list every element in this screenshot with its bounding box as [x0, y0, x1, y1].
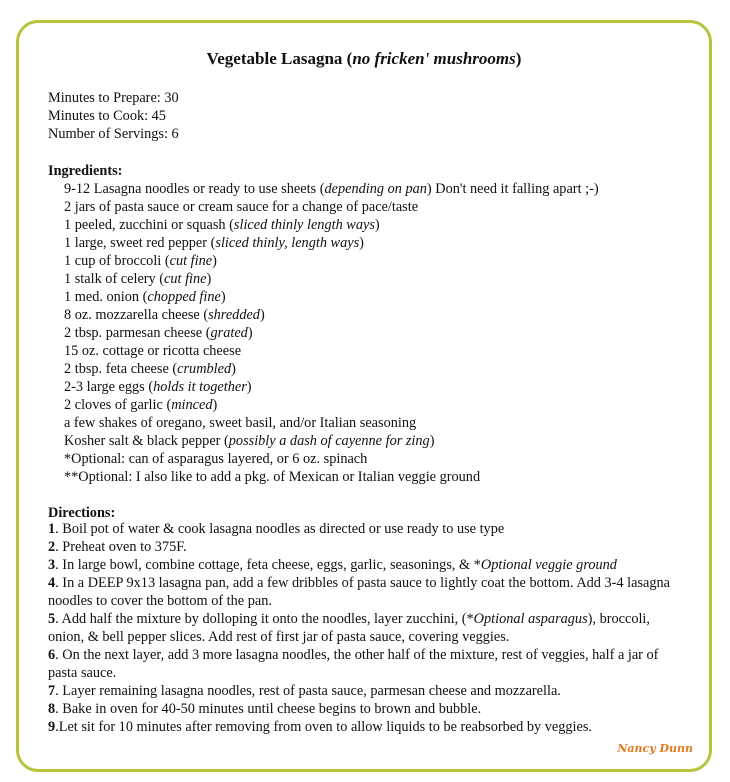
ingredient-note: shredded: [208, 307, 260, 323]
step-text: .Let sit for 10 minutes after removing from oven to allow liquids to be reabsorbed by veggies.: [55, 719, 592, 735]
step-number: 7: [48, 683, 56, 699]
recipe-meta: [48, 89, 179, 143]
ingredient-note: minced: [171, 397, 213, 413]
signature: Nancy Dunn: [617, 742, 693, 755]
ingredient-item: 2 tbsp. parmesan cheese (grated): [64, 325, 253, 341]
ingredients-heading: Ingredients:: [48, 163, 123, 179]
ingredient-text: 1 cup of broccoli: [64, 253, 165, 269]
step-text: . Preheat oven to 375F.: [55, 539, 187, 555]
ingredient-text: **Optional: I also like to add a pkg. of Mexican or Italian veggie ground: [64, 469, 481, 485]
step-number: 9: [48, 719, 56, 735]
meta-servings: Number of Servings: 6: [48, 126, 179, 142]
step-italic: Optional veggie ground: [480, 557, 617, 573]
step-number: 8: [48, 701, 56, 717]
step-italic: Optional asparagus: [473, 611, 588, 627]
step-text: . Layer remaining lasagna noodles, rest of pasta sauce, parmesan cheese and mozzarella.: [55, 683, 561, 699]
ingredient-text: 2 jars of pasta sauce or cream sauce for a change of pace/taste: [64, 199, 419, 215]
direction-step: [48, 646, 688, 682]
ingredient-item: 1 cup of broccoli (cut fine): [64, 253, 217, 269]
ingredient-text: a few shakes of oregano, sweet basil, and/or Italian seasoning: [64, 415, 417, 431]
ingredient-item: [64, 342, 599, 360]
step-number: 6: [48, 647, 56, 663]
ingredient-item: 2 tbsp. feta cheese (crumbled): [64, 361, 236, 377]
directions-heading: Directions:: [48, 505, 116, 521]
ingredient-item: 2 cloves of garlic (minced): [64, 397, 218, 413]
ingredient-note: sliced thinly length ways: [233, 217, 375, 233]
direction-step: [48, 700, 688, 718]
ingredient-text: 2 cloves of garlic: [64, 397, 167, 413]
ingredient-text: 1 large, sweet red pepper: [64, 235, 211, 251]
recipe-title: Vegetable Lasagna (no fricken' mushrooms): [206, 49, 522, 68]
ingredient-text: 2 tbsp. parmesan cheese: [64, 325, 206, 341]
ingredient-text: 2-3 large eggs: [64, 379, 149, 395]
step-number: 5: [48, 611, 56, 627]
step-text: . In a DEEP 9x13 lasagna pan, add a few dribbles of pasta sauce to lightly coat the bottom. Add 3-4 lasagna noodles to cover the bottom of the pan.: [48, 575, 671, 609]
step-text: . Add half the mixture by dolloping it onto the noodles, layer zucchini, (*: [55, 611, 474, 627]
step-text: . On the next layer, add 3 more lasagna noodles, the other half of the mixture, rest of veggies, half a jar of pasta sauce.: [48, 647, 659, 681]
ingredient-text: 15 oz. cottage or ricotta cheese: [64, 343, 242, 359]
step-number: 4: [48, 575, 56, 591]
direction-step: [48, 574, 688, 610]
ingredient-text: 8 oz. mozzarella cheese: [64, 307, 204, 323]
ingredient-note: crumbled: [177, 361, 232, 377]
ingredient-item: 8 oz. mozzarella cheese (shredded): [64, 307, 265, 323]
step-number: 2: [48, 539, 56, 555]
ingredient-note: cut fine: [164, 271, 207, 287]
ingredient-note: grated: [210, 325, 248, 341]
step-text: . In large bowl, combine cottage, feta cheese, eggs, garlic, seasonings, & *: [55, 557, 481, 573]
ingredient-note: holds it together: [153, 379, 247, 395]
ingredient-item: 1 large, sweet red pepper (sliced thinly, length ways): [64, 235, 364, 251]
ingredient-note: sliced thinly, length ways: [215, 235, 360, 251]
title-subtitle: no fricken' mushrooms: [352, 49, 516, 68]
direction-step: [48, 538, 688, 556]
step-text: . Bake in oven for 40-50 minutes until cheese begins to brown and bubble.: [55, 701, 482, 717]
ingredient-item: 2-3 large eggs (holds it together): [64, 379, 252, 395]
ingredient-item: Kosher salt & black pepper (possibly a dash of cayenne for zing): [64, 433, 435, 449]
ingredient-item: 1 stalk of celery (cut fine): [64, 271, 212, 287]
direction-step: [48, 556, 688, 574]
ingredient-item: 9-12 Lasagna noodles or ready to use sheets (depending on pan) Don't need it falling apart ;-): [64, 181, 599, 197]
ingredient-after: Don't need it falling apart ;-): [431, 181, 599, 197]
direction-step: [48, 520, 688, 538]
step-number: 1: [48, 521, 56, 537]
ingredient-item: 1 peeled, zucchini or squash (sliced thinly length ways): [64, 217, 380, 233]
ingredient-note: depending on pan: [324, 181, 427, 197]
direction-step: [48, 718, 688, 736]
meta-prep: Minutes to Prepare: 30: [48, 90, 179, 106]
ingredient-text: 1 med. onion: [64, 289, 143, 305]
direction-step: [48, 610, 688, 646]
ingredient-note: cut fine: [169, 253, 213, 269]
direction-step: [48, 682, 688, 700]
ingredient-text: 1 stalk of celery: [64, 271, 160, 287]
step-number: 3: [48, 557, 56, 573]
ingredient-text: Kosher salt & black pepper: [64, 433, 224, 449]
ingredient-note: chopped fine: [147, 289, 221, 305]
ingredient-item: [64, 468, 599, 486]
ingredient-item: [64, 198, 599, 216]
ingredient-text: 9-12 Lasagna noodles or ready to use sheets: [64, 181, 320, 197]
recipe-card: [16, 20, 712, 772]
ingredient-text: *Optional: can of asparagus layered, or 6 oz. spinach: [64, 451, 368, 467]
ingredient-item: 1 med. onion (chopped fine): [64, 289, 226, 305]
ingredient-item: [64, 414, 599, 432]
ingredient-text: 2 tbsp. feta cheese: [64, 361, 173, 377]
ingredient-text: 1 peeled, zucchini or squash: [64, 217, 230, 233]
step-text: . Boil pot of water & cook lasagna noodles as directed or use ready to use type: [55, 521, 505, 537]
ingredient-item: [64, 450, 599, 468]
step-after: ), broccoli, onion, & bell pepper slices. Add rest of first jar of pasta sauce, covering veggies.: [48, 611, 650, 645]
directions-list: [48, 520, 688, 736]
ingredients-list: [64, 180, 599, 486]
ingredient-note: possibly a dash of cayenne for zing: [228, 433, 430, 449]
meta-cook: Minutes to Cook: 45: [48, 108, 166, 124]
title-text: Vegetable Lasagna: [206, 49, 343, 68]
